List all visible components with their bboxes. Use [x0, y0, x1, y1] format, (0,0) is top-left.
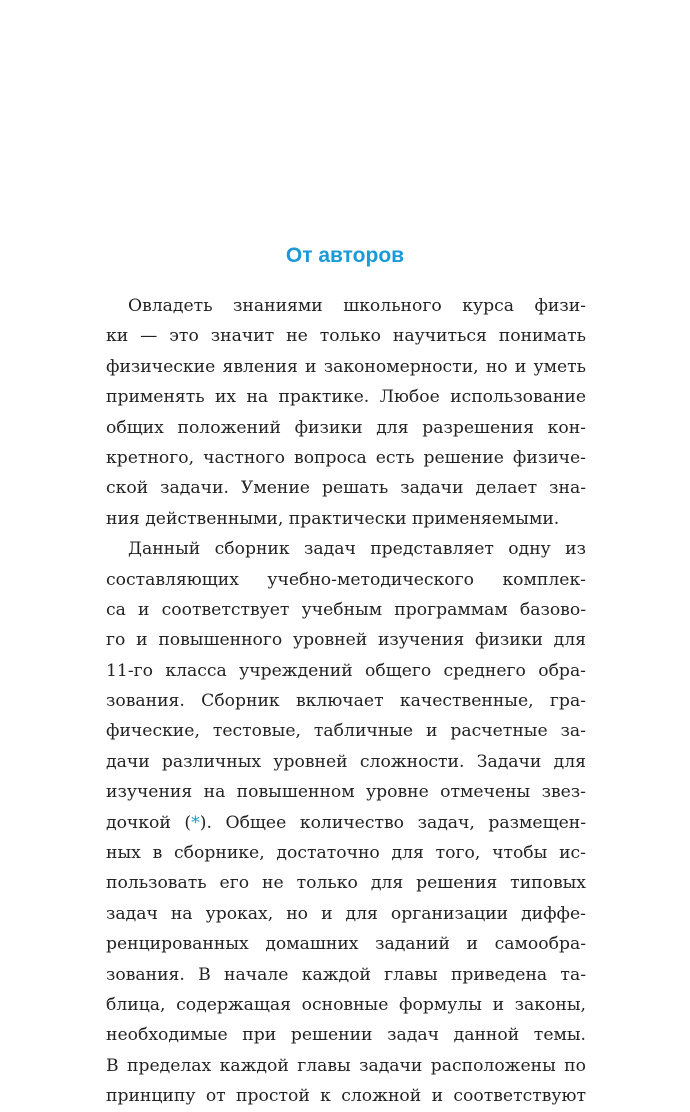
- text-line: ренцированных домашних заданий и самообра-: [106, 934, 586, 955]
- text-line: общих положений физики для разрешения кон-: [106, 417, 586, 438]
- text-line-with-asterisk: [106, 808, 586, 838]
- text-line: ки — это значит не только научиться понимать: [106, 326, 586, 347]
- text-line: принципу от простой к сложной и соответствуют: [106, 1086, 586, 1107]
- text-line: дачи различных уровней сложности. Задачи для: [106, 751, 586, 772]
- text-line: применять их на практике. Любое использование: [106, 387, 586, 408]
- text-line: ных в сборнике, достаточно для того, чтобы ис-: [106, 843, 586, 864]
- text-line: изучения на повышенном уровне отмечены звез-: [106, 782, 586, 803]
- text-line: 11-го класса учреждений общего среднего обра-: [106, 660, 586, 681]
- text-fragment: дочкой (: [106, 812, 192, 833]
- text-line: Овладеть знаниями школьного курса физи-: [128, 296, 586, 316]
- text-line: необходимые при решении задач данной темы.: [106, 1025, 586, 1046]
- text-line: ской задачи. Умение решать задачи делает зна-: [106, 478, 586, 499]
- asterisk-mark: *: [191, 812, 200, 833]
- body-text: [106, 291, 586, 1112]
- text-line: ния действенными, практически применяемыми.: [106, 508, 560, 529]
- text-line: са и соответствует учебным программам базово-: [106, 599, 586, 620]
- text-line: кретного, частного вопроса есть решение физиче-: [106, 447, 586, 468]
- text-line: блица, содержащая основные формулы и законы,: [106, 994, 586, 1015]
- text-line: составляющих учебно-методического комплек-: [106, 569, 586, 590]
- text-line: зования. Сборник включает качественные, гра-: [106, 691, 586, 712]
- text-line: физические явления и закономерности, но и уметь: [106, 356, 586, 377]
- text-line: Данный сборник задач представляет одну из: [128, 539, 586, 560]
- text-line: зования. В начале каждой главы приведена та-: [106, 964, 586, 985]
- text-line: пользовать его не только для решения типовых: [106, 873, 586, 894]
- section-heading: От авторов: [285, 244, 405, 267]
- text-line: го и повышенного уровней изучения физики для: [106, 630, 586, 651]
- text-line: задач на уроках, но и для организации диффе-: [106, 903, 586, 924]
- text-line: В пределах каждой главы задачи расположены по: [106, 1055, 586, 1076]
- text-line: фические, тестовые, табличные и расчетные за-: [106, 721, 586, 742]
- text-fragment: ). Общее количество задач, размещен-: [199, 812, 587, 833]
